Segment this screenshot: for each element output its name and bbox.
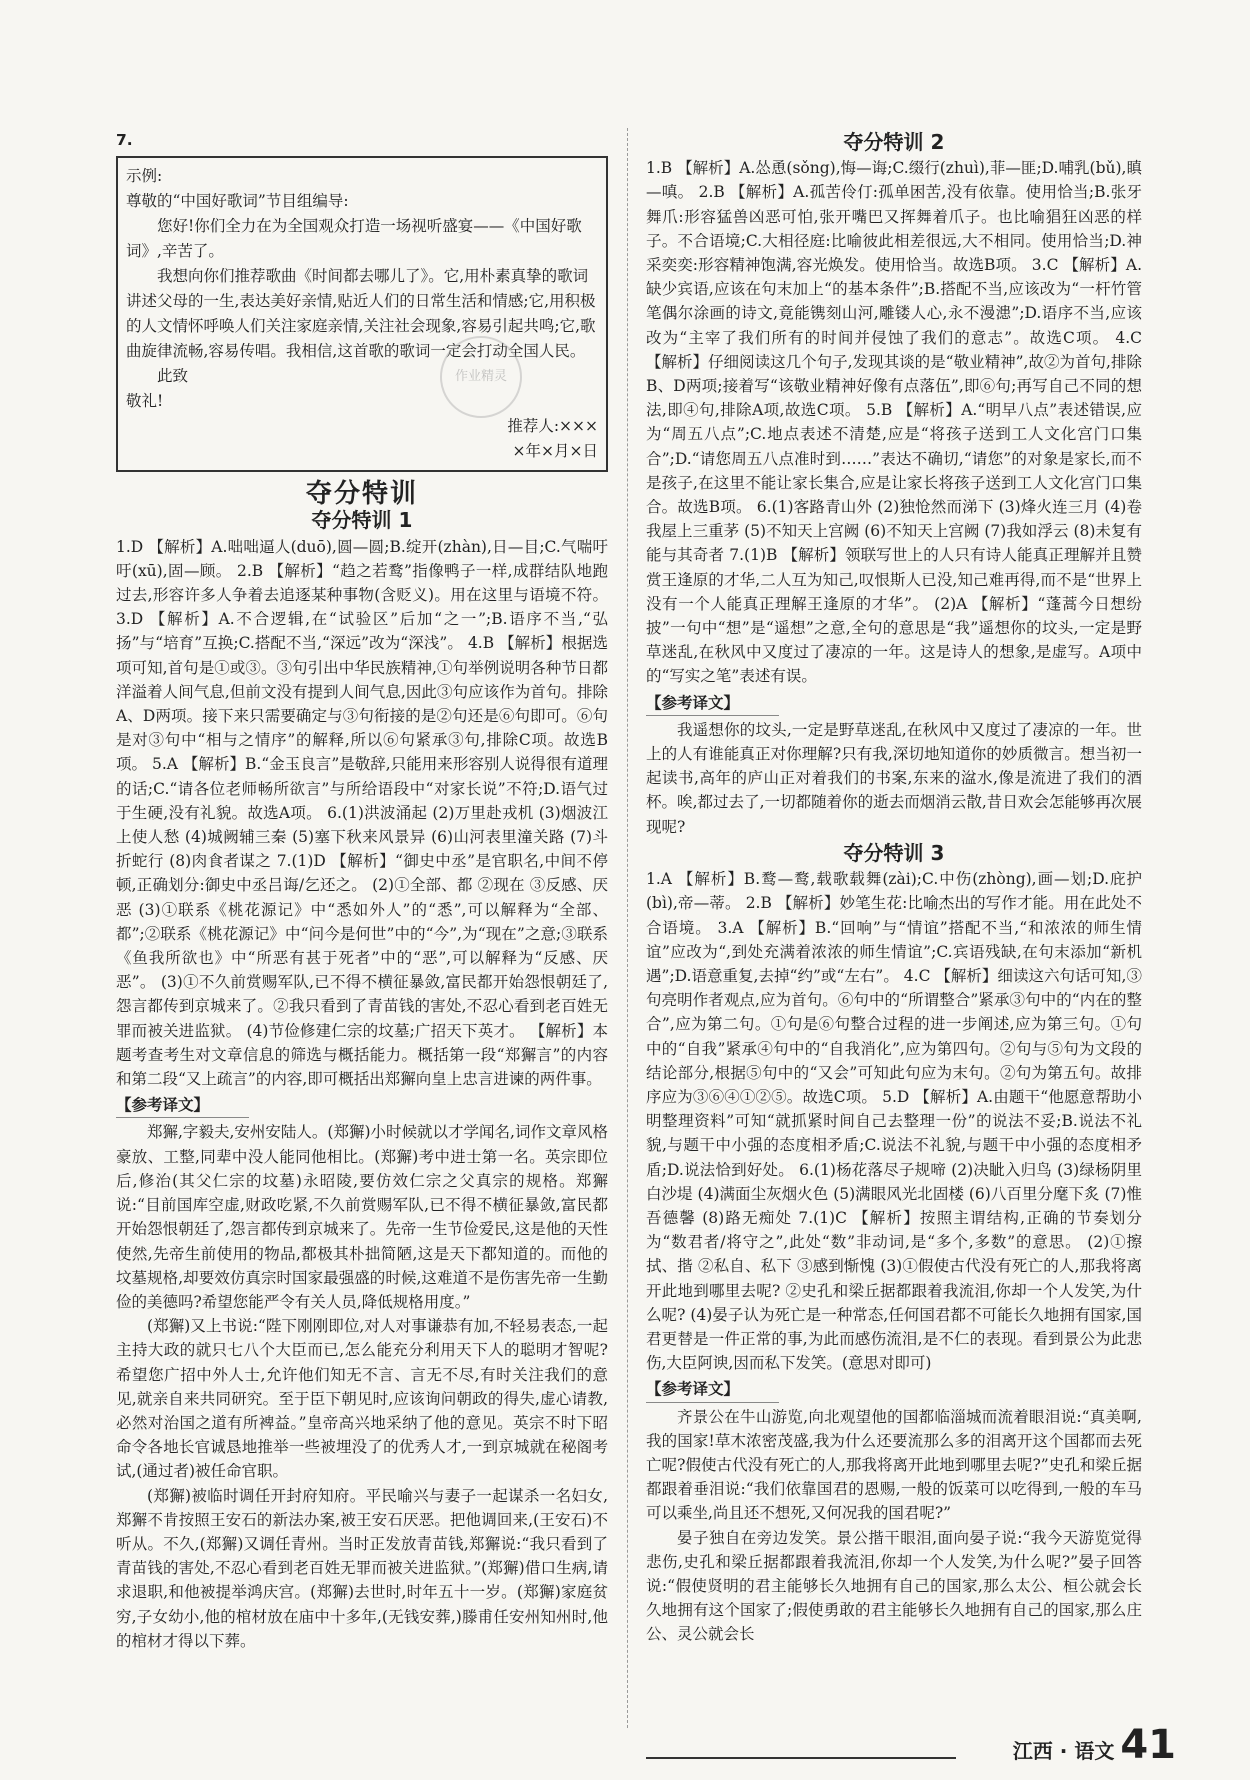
translation-paragraph: (郑獬)又上书说:“陛下刚刚即位,对人对事谦恭有加,不轻易表态,一起主持大政的就只七八个大臣而已,怎么能充分利用天下人的聪明才智呢?希望您广招中外人士,允许他们知无不言、言无不尽,有时关注我们的意见,就亲自来共同研究。至于臣下朝见时,应该询问朝政的得失,虚心请教,必然对治国之道有所裨益。”皇帝高兴地采纳了他的意见。英宗不时下昭命令各地长官诚恳地推举一些被埋没了的优秀人才,一到京城就在秘阁考试,(通过者)被任命官职。	[116, 1317, 608, 1481]
letter-line: 推荐人:×××	[507, 417, 598, 436]
reference-translation-1	[116, 1120, 608, 1652]
footer-rule	[646, 1757, 956, 1759]
left-column	[116, 128, 608, 1653]
page-number: 41	[1120, 1722, 1176, 1768]
reference-translation-title-2: 【参考译文】	[646, 691, 779, 716]
right-column	[646, 128, 1142, 1647]
letter-line: ×年×月×日	[512, 442, 598, 461]
letter-line: 您好!你们全力在为全国观众打造一场视听盛宴——《中国好歌词》,辛苦了。	[126, 217, 582, 261]
column-divider	[627, 128, 628, 1728]
reference-translation-title: 【参考译文】	[116, 1093, 249, 1118]
question-7-number: 7.	[116, 131, 133, 149]
section-2-title: 夺分特训 2	[843, 130, 945, 154]
seal-watermark-icon: 作业精灵	[440, 336, 522, 418]
section-3-answers	[646, 867, 1142, 1375]
answer-paragraph: 1.B 【解析】A.怂恿(sǒng),悔—诲;C.缀行(zhuì),菲—匪;D.哺乳(bǔ),瞋—嗔。 2.B 【解析】A.孤苦伶仃:孤单困苦,没有依靠。使用恰当;B.张牙舞爪:形容猛兽凶恶可怕,张开嘴巴又挥舞着爪子。也比喻猖狂凶恶的样子。不合语境;C.大相径庭:比喻彼此相差很远,大不相同。使用恰当;D.神采奕奕:形容精神饱满,容光焕发。使用恰当。故选B项。 3.C 【解析】A.缺少宾语,应该在句末加上“的基本条件”;B.搭配不当,应该改为“一杆竹管笔偶尔涂画的诗文,竟能镌刻山河,雕镂人心,永不漫漶”;D.语序不当,应该改为“主宰了我们所有的时间并侵蚀了我们的意志”。故选C项。 4.C 【解析】仔细阅读这几个句子,发现其谈的是“敬业精神”,故②为首句,排除B、D两项;接着写“该敬业精神好像有点落伍”,即⑥句;再写自己不同的想法,即④句,排除A项,故选C项。 5.B 【解析】A.“明早八点”表述错误,应为“周五八点”;C.地点表述不清楚,应是“将孩子送到工人文化宫门口集合”;D.“请您周五八点准时到……”表达不确切,“请您”的对象是家长,而不是孩子,在这里不能让家长集合,应是让家长将孩子送到工人文化宫门口集合。故选B项。 6.(1)客路青山外 (2)独怆然而涕下 (3)烽火连三月 (4)卷我屋上三重茅 (5)不知天上宫阙 (6)不知天上宫阙 (7)我如浮云 (8)未复有能与其奇者 7.(1)B 【解析】领联写世上的人只有诗人能真正理解并且赞赏王逢原的才华,二人互为知己,叹恨斯人已没,知己难再得,而不是“世界上没有一个人能真正理解王逢原的才华”。 (2)A 【解析】“蓬蒿今日想纷披”一句中“想”是“遥想”之意,全句的意思是“我”遥想你的坟头,一定是野草迷乱,在秋风中又度过了凄凉的一年。这是诗人的想象,是虚写。A项中的“写实之笔”表述有误。	[646, 159, 1142, 686]
section-3-title: 夺分特训 3	[843, 840, 945, 865]
letter-line: 我想向你们推荐歌曲《时间都去哪儿了》。它,用朴素真挚的歌词讲述父母的一生,表达美好亲情,贴近人们的日常生活和情感;它,用积极的人文情怀呼唤人们关注家庭亲情,关注社会现象,容易引起共鸣;它,歌曲旋律流畅,容易传唱。我相信,这首歌的歌词一定会打动全国人民。	[126, 267, 596, 361]
answer-paragraph: 1.A 【解析】B.鹜—鹜,载歌载舞(zài);C.中伤(zhòng),画—划;D.庇护(bì),帝—蒂。 2.B 【解析】妙笔生花:比喻杰出的写作才能。用在此处不合语境。 3.A 【解析】B.“回响”与“情谊”搭配不当,“和浓浓的师生情谊”应改为“,到处充满着浓浓的师生情谊”;C.宾语残缺,在句末添加“新机遇”;D.语意重复,去掉“约”或“左右”。 4.C 【解析】细读这六句话可知,③句亮明作者观点,应为首句。⑥句中的“所谓整合”紧承③句中的“内在的整合”,应为第二句。①句是⑥句整合过程的进一步阐述,应为第三句。①句中的“自我”紧承④句中的“自我消化”,应为第四句。②句与⑤句为文段的结论部分,根据⑤句中的“又会”可知此句应为末句。②句为第五句。故排序应为③⑥④①②⑤。故选C项。 5.D 【解析】A.由题干“他愿意帮助小明整理资料”可知“就抓紧时间自己去整理一份”的说法不妥;B.说法不礼貌,与题干中小强的态度相矛盾;C.说法不礼貌,与题干中小强的态度相矛盾;D.说法恰到好处。 6.(1)杨花落尽子规啼 (2)决眦入归鸟 (3)绿杨阴里白沙堤 (4)满面尘灰烟火色 (5)满眼风光北固楼 (6)八百里分麾下炙 (7)惟吾德馨 (8)路无痴处 7.(1)C 【解析】按照主谓结构,正确的节奏划分为“数君者/将守之”,此处“数”非动词,是“多个,多数”的意思。 (2)①擦拭、揩 ②私自、私下 ③感到惭愧 (3)①假使古代没有死亡的人,那我将离开此地到哪里去呢? ②史孔和梁丘据都跟着我流泪,你却一个人发笑,为什么呢? (4)晏子认为死亡是一种常态,任何国君都不可能长久地拥有国家,国君更替是一件正常的事,为此而感伤流泪,是不仁的表现。看到景公为此悲伤,大臣阿谀,因而私下发笑。(意思对即可)	[646, 870, 1142, 1373]
letter-line: 示例:	[126, 167, 163, 186]
page-footer	[1013, 1722, 1176, 1768]
letter-line: 此致	[157, 367, 189, 386]
section-1-title: 夺分特训 1	[311, 508, 413, 533]
translation-paragraph: (郑獬)被临时调任开封府知府。平民喻兴与妻子一起谋杀一名妇女,郑獬不肯按照王安石的新法办案,被王安石厌恶。把他调回来,(王安石)不听从。不久,(郑獬)又调任青州。当时正发放青苗钱,郑獬说:“我只看到了青苗钱的害处,不忍心看到老百姓无罪而被关进监狱。”(郑獬)借口生病,请求退职,和他被提举鸿庆宫。(郑獬)去世时,时年五十一岁。(郑獬)家庭贫穷,子女幼小,他的棺材放在庙中十多年,(无钱安葬,)滕甫任安州知州时,他的棺材才得以下葬。	[116, 1486, 608, 1650]
translation-paragraph: 我遥想你的坟头,一定是野草迷乱,在秋风中又度过了凄凉的一年。世上的人有谁能真正对你理解?只有我,深切地知道你的妙质微言。想当初一起读书,高年的庐山正对着我们的书案,东来的湓水,像是流进了我们的酒杯。唉,都过去了,一切都随着你的逝去而烟消云散,昔日欢会怎能够再次展现呢?	[646, 720, 1142, 836]
reference-translation-title-3: 【参考译文】	[646, 1377, 779, 1402]
letter-line: 尊敬的“中国好歌词”节目组编导:	[126, 192, 349, 211]
section-1-answers	[116, 535, 608, 1092]
translation-paragraph: 郑獬,字毅夫,安州安陆人。(郑獬)小时候就以才学闻名,词作文章风格豪放、工整,同辈中没人能同他相比。(郑獬)考中进士第一名。英宗即位后,修治(其父仁宗的坟墓)永昭陵,要仿效仁宗之父真宗的规格。郑獬说:“目前国库空虚,财政吃紧,不久前赏赐军队,已不得不横征暴敛,富民都开始怨恨朝廷了,怨言都传到京城来了。先帝一生节俭爱民,这是他的天性使然,先帝生前使用的物品,都极其朴拙简陋,这是天下都知道的。而他的坟墓规格,却要效仿真宗时国家最强盛的时候,这难道不是伤害先帝一生勤俭的美德吗?希望您能严令有关人员,降低规格用度。”	[116, 1123, 608, 1311]
reference-translation-2	[646, 718, 1142, 839]
translation-paragraph: 晏子独自在旁边发笑。景公揩干眼泪,面向晏子说:“我今天游览觉得悲伤,史孔和梁丘据都跟着我流泪,你却一个人发笑,为什么呢?”晏子回答说:“假使贤明的君主能够长久地拥有自己的国家,那么太公、桓公就会长久地拥有这个国家了;假使勇敢的君主能够长久地拥有自己的国家,那么庄公、灵公就会长	[646, 1528, 1142, 1644]
answer-paragraph: 1.D 【解析】A.咄咄逼人(duō),圆—圆;B.绽开(zhàn),日—目;C.气喘吁吁(xū),固—顾。 2.B 【解析】“趋之若鹜”指像鸭子一样,成群结队地跑过去,形容许多人争着去追逐某种事物(含贬义)。用在这里与语境不符。 3.D 【解析】A.不合逻辑,在“试验区”后加“之一”;B.语序不当,“弘扬”与“培育”互换;C.搭配不当,“深远”改为“深浅”。 4.B 【解析】根据选项可知,首句是①或③。③句引出中华民族精神,①句举例说明各种节日都洋溢着人间气息,但前文没有提到人间气息,因此③句应该作为首句。排除A、D两项。接下来只需要确定与③句衔接的是②句还是⑥句即可。⑥句是对③句中“相与之情序”的解释,所以⑥句紧承③句,排除C项。故选B项。 5.A 【解析】B.“金玉良言”是敬辞,只能用来形容别人说得很有道理的话;C.“请各位老师畅所欲言”与所给语段中“对家长说”不符;D.语气过于生硬,没有礼貌。故选A项。 6.(1)洪波涌起 (2)万里赴戎机 (3)烟波江上使人愁 (4)城阙辅三秦 (5)塞下秋来风景异 (6)山河表里潼关路 (7)斗折蛇行 (8)肉食者谋之 7.(1)D 【解析】“御史中丞”是官职名,中间不停顿,正确划分:御史中丞吕诲/乞还之。 (2)①全部、都 ②现在 ③反感、厌恶 (3)①联系《桃花源记》中“悉如外人”的“悉”,可以解释为“全部、都”;②联系《桃花源记》中“问今是何世”中的“今”,为“现在”之意;③联系《鱼我所欲也》中“所恶有甚于死者”中的“恶”,可以解释为“反感、厌恶”。 (3)①不久前赏赐军队,已不得不横征暴敛,富民都开始怨恨朝廷了,怨言都传到京城来了。②我只看到了青苗钱的害处,不忍心看到老百姓无罪而被关进监狱。 (4)节俭修建仁宗的坟墓;广招天下英才。 【解析】本题考查考生对文章信息的筛选与概括能力。概括第一段“郑獬言”的内容和第二段“又上疏言”的内容,即可概括出郑獬向皇上忠言进谏的两件事。	[116, 537, 608, 1089]
main-title: 夺分特训	[305, 479, 418, 510]
footer-label: 江西 · 语文	[1012, 1739, 1115, 1763]
sample-letter-box	[116, 156, 608, 472]
reference-translation-3	[646, 1405, 1142, 1647]
section-2-answers	[646, 156, 1142, 688]
letter-line: 敬礼!	[126, 392, 164, 411]
translation-paragraph: 齐景公在牛山游览,向北观望他的国都临淄城而流着眼泪说:“真美啊,我的国家!草木浓密茂盛,我为什么还要流那么多的泪离开这个国都而去死亡呢?假使古代没有死亡的人,那我将离开此地到哪里去呢?”史孔和梁丘据都跟着垂泪说:“我们依靠国君的恩赐,一般的饭菜可以吃得到,一般的车马可以乘坐,尚且还不想死,又何况我的国君呢?”	[646, 1407, 1142, 1523]
